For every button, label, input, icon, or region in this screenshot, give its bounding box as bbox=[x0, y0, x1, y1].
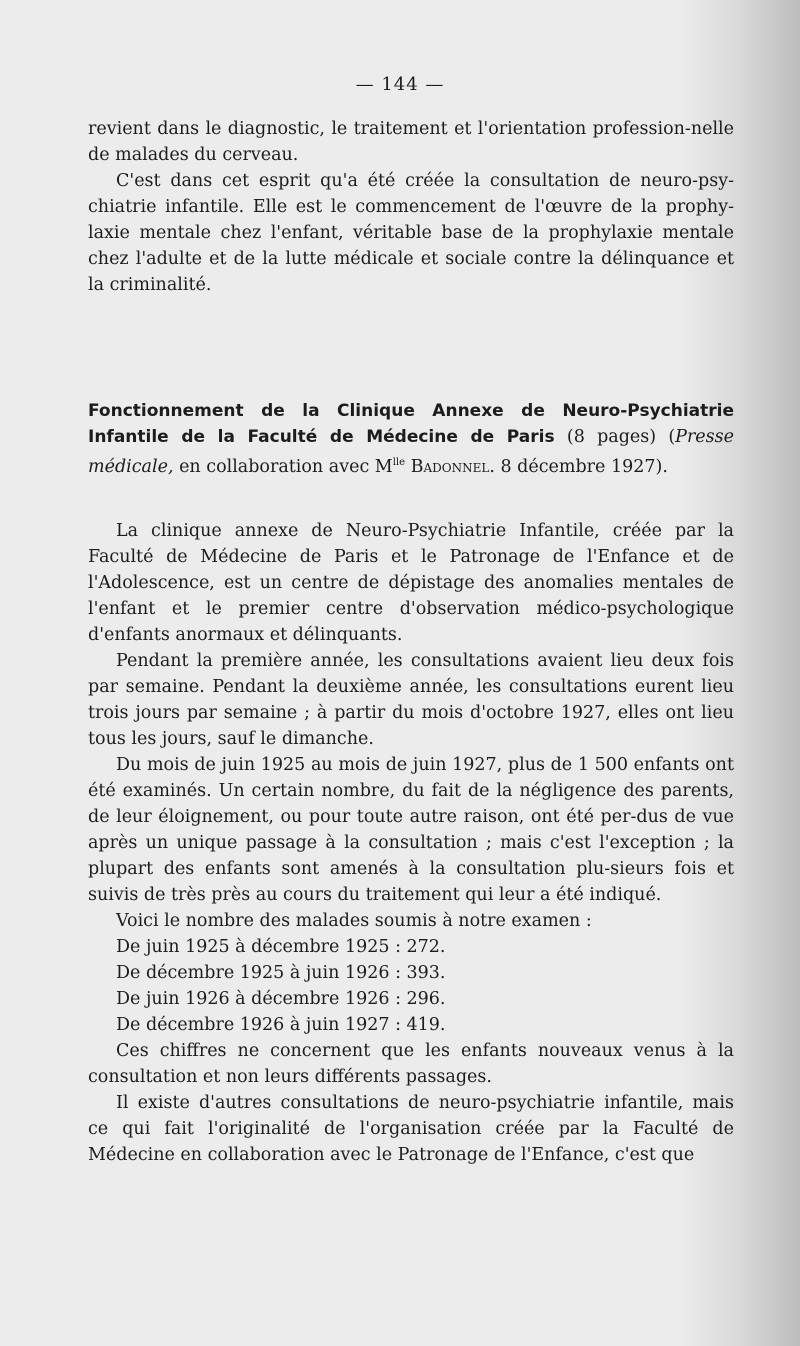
publication-pages: (8 pages) ( bbox=[554, 427, 676, 447]
body-paragraph: Ces chiffres ne concernent que les enfants nouveaux venus à la consultation et non leurs différents passages. bbox=[88, 1041, 734, 1087]
stat-line: De juin 1926 à décembre 1926 : 296. bbox=[116, 989, 446, 1009]
body-section bbox=[88, 518, 734, 1168]
publication-collab-prefix: en collaboration avec M bbox=[173, 456, 393, 477]
publication-collab-sup: lle bbox=[392, 457, 406, 468]
page-number: — 144 — bbox=[355, 74, 445, 95]
stat-line: De décembre 1925 à juin 1926 : 393. bbox=[116, 963, 446, 983]
body-paragraph: Voici le nombre des malades soumis à notre examen : bbox=[116, 911, 592, 931]
body-paragraph: La clinique annexe de Neuro-Psychiatrie Infantile, créée par la Faculté de Médecine de Paris et le Patronage de l'Enfance et de l'Adolescence, est un centre de dépistage des anomalies mentales de l'enfant et le premier centre d'observation médico-psychologique d'enfants anormaux et délinquants. bbox=[88, 521, 734, 645]
publication-heading bbox=[88, 398, 734, 480]
body-paragraph: Il existe d'autres consultations de neuro-psychiatrie infantile, mais ce qui fait l'originalité de l'organisation créée par la Faculté de Médecine en collaboration avec le Patronage de l'Enfance, c'est que bbox=[88, 1093, 734, 1165]
publication-date: . 8 décembre 1927). bbox=[489, 456, 668, 477]
body-paragraph: Du mois de juin 1925 au mois de juin 1927, plus de 1 500 enfants ont été examinés. Un certain nombre, du fait de la négligence des parents, de leur éloignement, ou pour toute autre raison, ont été per-dus de vue après un unique passage à la consultation ; mais c'est l'exception ; la plupart des enfants sont amenés à la consultation plu-sieurs fois et suivis de très près au cours du traitement qui leur a été indiqué. bbox=[88, 755, 734, 905]
stat-line: De décembre 1926 à juin 1927 : 419. bbox=[116, 1015, 446, 1035]
intro-paragraph: revient dans le diagnostic, le traitement et l'orientation profession-nelle de malades du cerveau. bbox=[88, 119, 734, 165]
publication-journal: Presse médicale, bbox=[88, 427, 734, 477]
intro-paragraph: C'est dans cet esprit qu'a été créée la consultation de neuro-psy-chiatrie infantile. Elle est le commencement de l'œuvre de la prophy-laxie mentale chez l'enfant, véritable base de la prophylaxie mentale chez l'adulte et de la lutte médicale et sociale contre la délinquance et la criminalité. bbox=[88, 171, 734, 295]
intro-section bbox=[88, 116, 734, 298]
publication-title: Fonctionnement de la Clinique Annexe de Neuro-Psychiatrie Infantile de la Faculté de Médecine de Paris bbox=[88, 401, 734, 447]
stat-line: De juin 1925 à décembre 1925 : 272. bbox=[116, 937, 446, 957]
body-paragraph: Pendant la première année, les consultations avaient lieu deux fois par semaine. Pendant la deuxième année, les consultations eurent lieu trois jours par semaine ; à partir du mois d'octobre 1927, elles ont lieu tous les jours, sauf le dimanche. bbox=[88, 651, 734, 749]
publication-collab-name: Badonnel bbox=[405, 456, 490, 477]
